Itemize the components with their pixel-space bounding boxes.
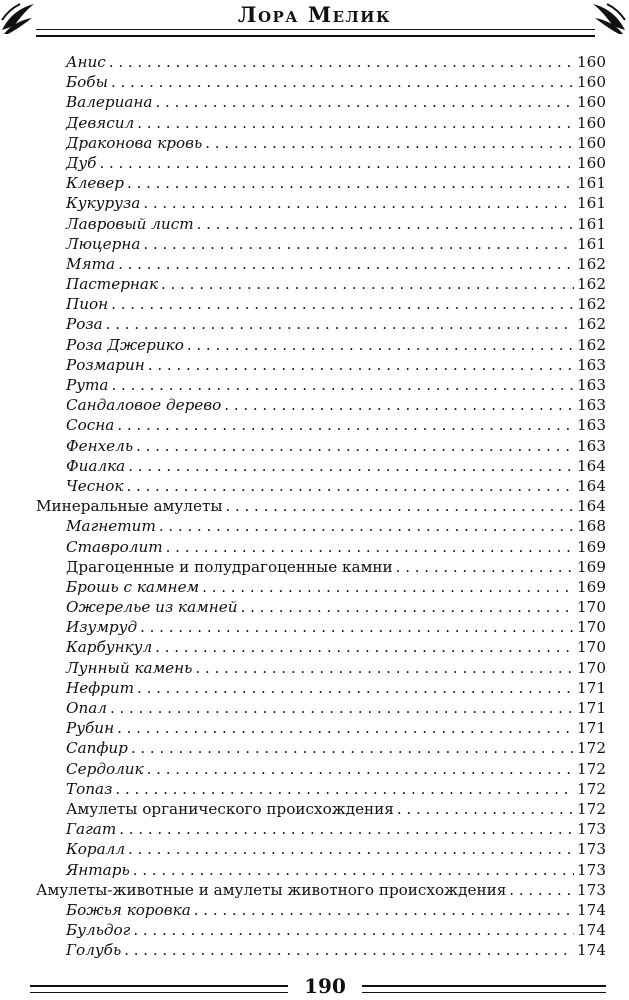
- toc-entry-title: Роза: [66, 315, 103, 334]
- toc-entry-page: 172: [577, 759, 606, 778]
- toc-leader-dots: [124, 940, 574, 960]
- toc-leader-dots: [225, 496, 574, 516]
- toc-entry: [36, 557, 606, 577]
- toc-leader-dots: [166, 537, 574, 557]
- toc-leader-dots: [241, 597, 574, 617]
- page-number: 190: [304, 974, 346, 998]
- toc-entry-title: Опал: [66, 699, 107, 717]
- page-header: [0, 0, 629, 40]
- toc-entry-title: Кукуруза: [66, 194, 141, 213]
- toc-entry-title: Люцерна: [66, 234, 141, 253]
- toc-entry-title: Драгоценные и полудрагоценные камни: [66, 557, 393, 576]
- toc-entry: [36, 395, 606, 415]
- toc-entry: [36, 617, 606, 637]
- toc-leader-dots: [111, 72, 574, 92]
- toc-entry-page: 174: [577, 900, 606, 919]
- toc-entry-title: Нефрит: [66, 678, 135, 697]
- toc-entry: [36, 355, 606, 375]
- toc-leader-dots: [127, 173, 574, 193]
- toc-leader-dots: [118, 254, 574, 274]
- toc-entry: [36, 738, 606, 758]
- toc-entry-page: 164: [577, 497, 606, 516]
- toc-entry-title: Девясил: [66, 113, 135, 132]
- toc-leader-dots: [397, 799, 574, 819]
- toc-entry: [36, 173, 606, 193]
- toc-entry: [36, 698, 606, 718]
- toc-entry: [36, 839, 606, 859]
- toc-entry-title: Клевер: [66, 174, 124, 193]
- toc-entry: [36, 759, 606, 779]
- toc-entry-page: 172: [577, 779, 606, 798]
- toc-leader-dots: [224, 395, 574, 415]
- toc-entry-page: 162: [577, 315, 606, 334]
- toc-entry-title: Пион: [66, 295, 109, 314]
- toc-leader-dots: [195, 658, 574, 678]
- toc-entry-page: 171: [577, 719, 606, 738]
- toc-leader-dots: [137, 113, 574, 133]
- toc-entry: [36, 678, 606, 698]
- toc-entry-page: 162: [577, 335, 606, 354]
- header-rule: [36, 29, 595, 37]
- toc-leader-dots: [106, 314, 574, 334]
- toc-entry-page: 169: [577, 557, 606, 576]
- toc-leader-dots: [202, 577, 574, 597]
- toc-entry: [36, 133, 606, 153]
- toc-entry-title: Бульдог: [66, 921, 131, 940]
- toc-entry-title: Лавровый лист: [66, 214, 194, 233]
- toc-entry-title: Сандаловое дерево: [66, 396, 222, 415]
- toc-entry-page: 160: [577, 93, 606, 112]
- toc-leader-dots: [133, 860, 574, 880]
- toc-entry: [36, 254, 606, 274]
- toc-entry: [36, 718, 606, 738]
- toc-leader-dots: [143, 193, 574, 213]
- toc-entry-page: 170: [577, 638, 606, 657]
- toc-entry-page: 173: [577, 860, 606, 879]
- toc-entry-page: 162: [577, 295, 606, 314]
- toc-entry: [36, 153, 606, 173]
- toc-leader-dots: [126, 476, 574, 496]
- toc-entry-title: Гагат: [66, 820, 117, 839]
- toc-leader-dots: [99, 153, 574, 173]
- toc-leader-dots: [509, 880, 574, 900]
- toc-leader-dots: [133, 920, 574, 940]
- toc-leader-dots: [128, 456, 574, 476]
- toc-leader-dots: [115, 779, 574, 799]
- toc-entry-title: Божья коровка: [66, 900, 191, 919]
- toc-entry-title: Топаз: [66, 779, 113, 798]
- toc-entry-title: Изумруд: [66, 618, 138, 637]
- toc-entry-title: Сердолик: [66, 759, 144, 778]
- toc-leader-dots: [119, 819, 574, 839]
- toc-leader-dots: [205, 133, 574, 153]
- toc-entry-page: 163: [577, 436, 606, 455]
- toc-entry-title: Драконова кровь: [66, 133, 203, 152]
- toc-entry-title: Брошь с камнем: [66, 577, 200, 596]
- toc-entry-page: 163: [577, 355, 606, 374]
- toc-entry-title: Фенхель: [66, 436, 134, 455]
- toc-entry: [36, 415, 606, 435]
- toc-entry: [36, 940, 606, 960]
- toc-entry-title: Янтарь: [66, 860, 130, 879]
- toc-entry: [36, 860, 606, 880]
- toc-entry: [36, 799, 606, 819]
- toc-leader-dots: [155, 637, 574, 657]
- toc-entry-title: Ставролит: [66, 537, 163, 556]
- toc-entry-page: 161: [577, 194, 606, 213]
- toc-entry-page: 170: [577, 598, 606, 617]
- toc-entry-page: 173: [577, 880, 606, 899]
- toc-entry: [36, 436, 606, 456]
- toc-entry-page: 172: [577, 739, 606, 758]
- toc-leader-dots: [159, 516, 574, 536]
- toc-entry-title: Валериана: [66, 93, 153, 112]
- toc-entry: [36, 476, 606, 496]
- toc-entry-page: 161: [577, 234, 606, 253]
- toc-entry-page: 172: [577, 799, 606, 818]
- toc-leader-dots: [131, 738, 574, 758]
- toc-entry-page: 171: [577, 699, 606, 717]
- toc-leader-dots: [109, 52, 574, 72]
- toc-entry: [36, 214, 606, 234]
- toc-entry-page: 161: [577, 214, 606, 233]
- toc-entry-page: 160: [577, 133, 606, 152]
- footer-rule-right: [362, 985, 606, 993]
- toc-leader-dots: [140, 617, 574, 637]
- toc-entry: [36, 637, 606, 657]
- toc-entry-page: 163: [577, 416, 606, 435]
- toc-entry-title: Пастернак: [66, 275, 159, 294]
- toc-entry-title: Амулеты-животные и амулеты животного происхождения: [36, 880, 507, 899]
- toc-entry-title: Рута: [66, 376, 109, 394]
- toc-leader-dots: [194, 900, 574, 920]
- toc-leader-dots: [111, 294, 574, 314]
- toc-entry: [36, 234, 606, 254]
- toc-entry-title: Сапфир: [66, 739, 128, 758]
- toc-entry-page: 174: [577, 921, 606, 940]
- toc-entry-page: 161: [577, 174, 606, 193]
- leaf-ornament-icon: [591, 0, 627, 36]
- toc-entry-title: Голубь: [66, 941, 122, 960]
- toc-entry-title: Ожерелье из камней: [66, 598, 238, 617]
- toc-entry: [36, 920, 606, 940]
- toc-leader-dots: [396, 557, 574, 577]
- toc-entry: [36, 375, 606, 395]
- toc-entry-title: Амулеты органического происхождения: [66, 799, 394, 818]
- page-title: Лора Мелик: [237, 2, 392, 27]
- toc-entry-page: 173: [577, 840, 606, 859]
- toc-entry-title: Анис: [66, 53, 106, 71]
- toc-entry: [36, 819, 606, 839]
- toc-entry-title: Чеснок: [66, 476, 124, 495]
- toc-entry-page: 169: [577, 577, 606, 596]
- toc-entry: [36, 577, 606, 597]
- footer-rule-left: [30, 985, 288, 993]
- toc-entry: [36, 496, 606, 516]
- toc-entry: [36, 314, 606, 334]
- toc-entry-page: 173: [577, 820, 606, 839]
- toc-entry: [36, 516, 606, 536]
- toc-entry-title: Лунный камень: [66, 658, 193, 677]
- toc-leader-dots: [117, 718, 574, 738]
- toc-entry: [36, 52, 606, 72]
- toc-leader-dots: [161, 274, 574, 294]
- toc-entry-title: Розмарин: [66, 355, 145, 374]
- toc-entry-title: Бобы: [66, 73, 108, 92]
- toc-entry: [36, 113, 606, 133]
- toc-entry: [36, 779, 606, 799]
- toc-leader-dots: [117, 415, 574, 435]
- toc-entry-title: Коралл: [66, 840, 126, 859]
- toc-entry-title: Карбункул: [66, 638, 153, 657]
- toc-leader-dots: [148, 355, 574, 375]
- toc-leader-dots: [147, 759, 574, 779]
- toc-leader-dots: [156, 92, 575, 112]
- toc-entry-page: 171: [577, 678, 606, 697]
- toc-entry-page: 160: [577, 73, 606, 92]
- toc-leader-dots: [136, 436, 574, 456]
- toc-entry: [36, 900, 606, 920]
- toc-entry-page: 160: [577, 153, 606, 172]
- toc-entry: [36, 72, 606, 92]
- toc-entry-title: Рубин: [66, 719, 115, 738]
- toc-entry-title: Сосна: [66, 416, 115, 435]
- toc-leader-dots: [137, 678, 574, 698]
- toc-entry-title: Фиалка: [66, 456, 126, 475]
- toc-entry: [36, 880, 606, 900]
- toc-entry: [36, 597, 606, 617]
- page-footer: [0, 976, 629, 1000]
- table-of-contents: [36, 52, 606, 960]
- toc-entry: [36, 456, 606, 476]
- toc-leader-dots: [187, 335, 574, 355]
- toc-leader-dots: [143, 234, 574, 254]
- toc-entry: [36, 537, 606, 557]
- toc-entry-title: Минеральные амулеты: [36, 497, 223, 516]
- toc-entry-page: 168: [577, 517, 606, 536]
- toc-leader-dots: [128, 839, 574, 859]
- toc-entry-page: 160: [577, 53, 606, 71]
- toc-entry-page: 162: [577, 275, 606, 294]
- toc-entry-page: 170: [577, 658, 606, 677]
- toc-entry-page: 160: [577, 113, 606, 132]
- toc-entry-page: 162: [577, 254, 606, 273]
- toc-entry-page: 163: [577, 396, 606, 415]
- toc-entry-page: 174: [577, 941, 606, 960]
- toc-entry-page: 163: [577, 376, 606, 394]
- toc-entry-page: 164: [577, 476, 606, 495]
- toc-leader-dots: [112, 375, 575, 395]
- toc-leader-dots: [110, 698, 574, 718]
- toc-entry: [36, 92, 606, 112]
- toc-leader-dots: [197, 214, 574, 234]
- toc-entry-title: Мята: [66, 254, 116, 273]
- toc-entry-page: 169: [577, 537, 606, 556]
- toc-entry: [36, 274, 606, 294]
- toc-entry: [36, 193, 606, 213]
- toc-entry-title: Магнетит: [66, 517, 156, 536]
- toc-entry-title: Роза Джерико: [66, 335, 184, 354]
- toc-entry: [36, 294, 606, 314]
- toc-entry: [36, 658, 606, 678]
- toc-entry: [36, 335, 606, 355]
- toc-entry-title: Дуб: [66, 153, 97, 172]
- toc-entry-page: 164: [577, 456, 606, 475]
- toc-entry-page: 170: [577, 618, 606, 637]
